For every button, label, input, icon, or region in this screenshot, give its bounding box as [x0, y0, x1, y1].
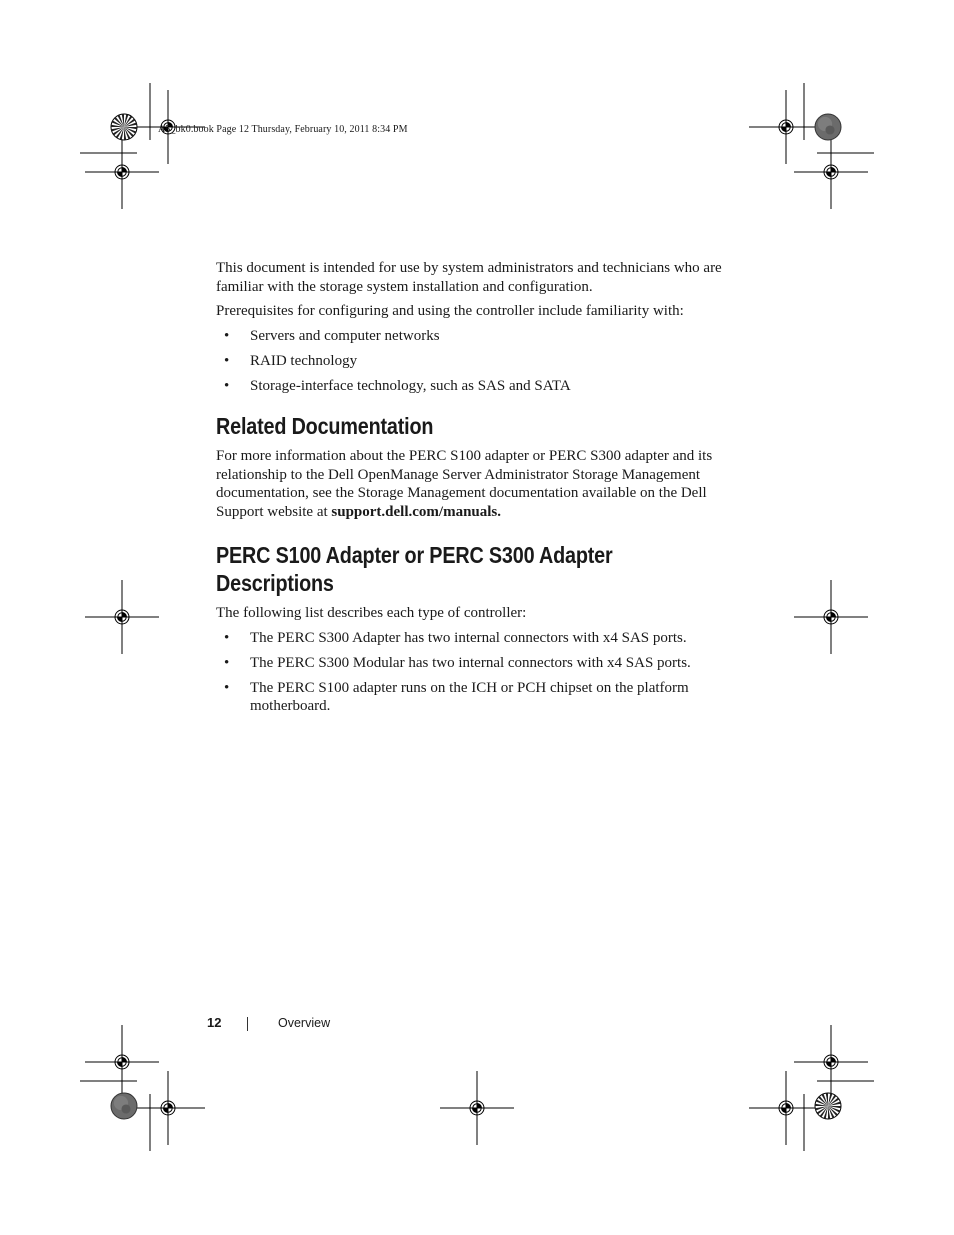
list-item: • The PERC S100 adapter runs on the ICH or PCH chipset on the platform motherboard.	[224, 679, 689, 714]
list-item: • Servers and computer networks	[224, 327, 440, 344]
bullet: •	[224, 679, 230, 696]
footer-section-title: Overview	[278, 1016, 331, 1030]
star-target-icon	[111, 114, 137, 140]
bullet: •	[224, 352, 230, 369]
registration-mark-icon	[794, 1025, 868, 1099]
list-item: • The PERC S300 Modular has two internal connectors with x4 SAS ports.	[224, 654, 691, 671]
registration-mark-icon	[85, 580, 159, 654]
related-documentation-paragraph: For more information about the PERC S100 adapter or PERC S300 adapter and its relationship to the Dell OpenManage Server Administrator Storage Management documentation, see the Storage Management documentation available on the Dell Support website at support.dell.com/manuals.	[216, 448, 713, 520]
registration-mark-icon	[749, 90, 823, 164]
bullet: •	[224, 327, 230, 344]
controller-list	[216, 629, 726, 716]
bullet: •	[224, 654, 230, 671]
registration-mark-icon	[794, 580, 868, 654]
print-slug: A5_bk0.book Page 12 Thursday, February 10, 2011 8:34 PM	[158, 124, 408, 135]
descriptions-heading: PERC S100 Adapter or PERC S300 Adapter Descriptions	[216, 542, 613, 596]
descriptions-lead: The following list describes each type of controller:	[216, 605, 527, 621]
page-number: 12	[207, 1015, 222, 1030]
color-dot-icon	[111, 1093, 137, 1119]
list-item: • RAID technology	[224, 352, 358, 369]
star-target-icon	[815, 1093, 841, 1119]
registration-mark-icon	[749, 1071, 823, 1145]
page-content	[216, 259, 726, 716]
list-item: • The PERC S300 Adapter has two internal connectors with x4 SAS ports.	[224, 629, 687, 646]
registration-mark-icon	[85, 135, 159, 209]
bullet: •	[224, 377, 230, 394]
registration-mark-icon	[794, 135, 868, 209]
intro-paragraph: This document is intended for use by system administrators and technicians who are familiar with the storage system installation and configuration.	[216, 260, 722, 295]
prerequisites-paragraph: Prerequisites for configuring and using the controller include familiarity with:	[216, 303, 684, 319]
registration-mark-icon	[85, 1025, 159, 1099]
prerequisites-list	[216, 327, 726, 396]
bullet: •	[224, 629, 230, 646]
registration-mark-icon	[131, 1071, 205, 1145]
related-documentation-heading: Related Documentation	[216, 413, 434, 439]
list-item: • Storage-interface technology, such as SAS and SATA	[224, 377, 571, 394]
footer-divider	[247, 1017, 248, 1031]
support-url: support.dell.com/manuals.	[331, 503, 502, 520]
registration-mark-icon	[440, 1071, 514, 1145]
color-dot-icon	[815, 114, 841, 140]
